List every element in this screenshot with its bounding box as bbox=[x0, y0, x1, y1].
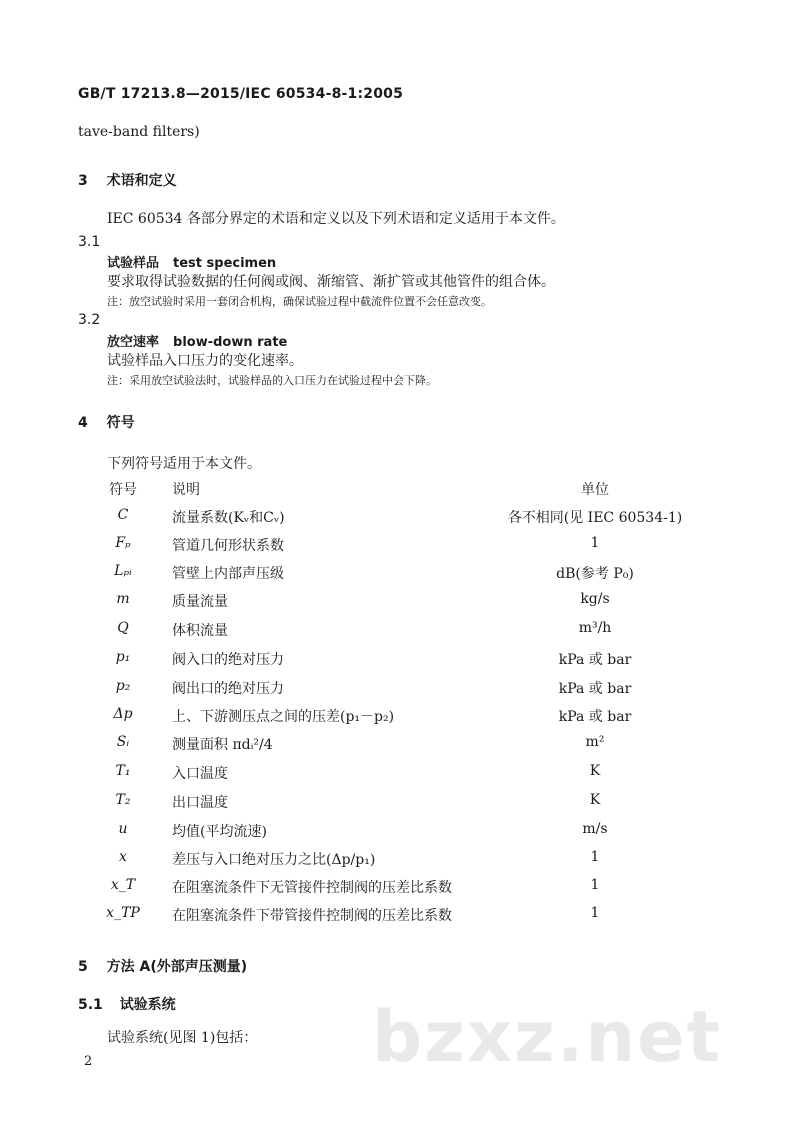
symbol-cell: p₁ bbox=[115, 649, 131, 665]
symbol-cell: T₂ bbox=[115, 792, 131, 808]
section-5-1-number: 5.1 bbox=[78, 997, 103, 1013]
table-row bbox=[0, 535, 800, 563]
symbol-table-header bbox=[0, 479, 800, 507]
unit-cell: kPa 或 bar bbox=[558, 709, 632, 725]
section-3-heading bbox=[78, 170, 177, 190]
description-cell: 管壁上内部声压级 bbox=[172, 566, 284, 582]
section-5-1-text: 试验系统(见图 1)包括： bbox=[107, 1030, 258, 1046]
unit-cell: kg/s bbox=[580, 591, 610, 607]
unit-cell: 各不相同(见 IEC 60534-1) bbox=[507, 510, 683, 526]
table-row bbox=[0, 821, 800, 849]
section-5-heading bbox=[78, 956, 247, 976]
description-cell: 测量面积 πdᵢ²/4 bbox=[172, 737, 273, 753]
table-row bbox=[0, 649, 800, 677]
term-3-2-en: blow-down rate bbox=[173, 335, 288, 350]
standard-header: GB/T 17213.8—2015/IEC 60534-8-1:2005 bbox=[78, 86, 404, 102]
table-row bbox=[0, 792, 800, 820]
description-cell: 出口温度 bbox=[172, 795, 228, 811]
page-number: 2 bbox=[84, 1054, 93, 1069]
section-4-title: 符号 bbox=[106, 415, 135, 431]
section-4-intro: 下列符号适用于本文件。 bbox=[107, 456, 261, 472]
continuation-text: tave-band filters) bbox=[78, 124, 200, 140]
symbol-cell: C bbox=[117, 507, 129, 523]
description-cell: 质量流量 bbox=[172, 594, 228, 610]
symbol-cell: x_TP bbox=[106, 905, 140, 921]
symbol-cell: x bbox=[119, 849, 127, 865]
symbol-cell: Q bbox=[117, 620, 129, 636]
header-unit: 单位 bbox=[581, 482, 609, 498]
section-5-1-title: 试验系统 bbox=[119, 997, 176, 1013]
symbol-cell: p₂ bbox=[115, 678, 131, 694]
unit-cell: m/s bbox=[582, 821, 608, 837]
description-cell: 在阻塞流条件下带管接件控制阀的压差比系数 bbox=[172, 908, 452, 924]
watermark: bzxz.net bbox=[372, 996, 723, 1078]
unit-cell: kPa 或 bar bbox=[558, 652, 632, 668]
description-cell: 管道几何形状系数 bbox=[172, 538, 284, 554]
description-cell: 均值(平均流速) bbox=[172, 824, 267, 840]
symbol-cell: T₁ bbox=[115, 763, 131, 779]
section-5-1-heading bbox=[78, 994, 176, 1014]
term-3-1-en: test specimen bbox=[173, 256, 277, 271]
table-row bbox=[0, 563, 800, 591]
term-3-2-number: 3.2 bbox=[78, 312, 101, 328]
unit-cell: dB(参考 P₀) bbox=[556, 566, 634, 582]
section-5-title: 方法 A(外部声压测量) bbox=[106, 959, 248, 975]
description-cell: 流量系数(Kᵥ和Cᵥ) bbox=[172, 510, 285, 526]
section-3-intro: IEC 60534 各部分界定的术语和定义以及下列术语和定义适用于本文件。 bbox=[107, 211, 565, 227]
unit-cell: 1 bbox=[590, 535, 600, 551]
table-row bbox=[0, 763, 800, 791]
table-row bbox=[0, 507, 800, 535]
term-3-2-title bbox=[107, 331, 287, 350]
section-3-number: 3 bbox=[78, 173, 88, 189]
unit-cell: K bbox=[589, 792, 601, 808]
term-3-1-number: 3.1 bbox=[78, 234, 101, 250]
unit-cell: m² bbox=[585, 734, 605, 750]
header-symbol: 符号 bbox=[109, 482, 137, 498]
term-3-1-definition: 要求取得试验数据的任何阀或阀、渐缩管、渐扩管或其他管件的组合体。 bbox=[107, 274, 555, 290]
unit-cell: 1 bbox=[590, 849, 600, 865]
term-3-2-definition: 试验样品入口压力的变化速率。 bbox=[107, 353, 303, 369]
table-row bbox=[0, 678, 800, 706]
unit-cell: 1 bbox=[590, 877, 600, 893]
symbol-cell: u bbox=[118, 821, 128, 837]
description-cell: 上、下游测压点之间的压差(p₁－p₂) bbox=[172, 709, 395, 725]
term-3-1-title bbox=[107, 252, 276, 271]
description-cell: 在阻塞流条件下无管接件控制阀的压差比系数 bbox=[172, 880, 452, 896]
description-cell: 体积流量 bbox=[172, 623, 228, 639]
table-row bbox=[0, 905, 800, 933]
term-3-2-cn: 放空速率 bbox=[107, 335, 160, 350]
term-3-1-cn: 试验样品 bbox=[107, 256, 160, 271]
table-row bbox=[0, 591, 800, 619]
symbol-cell: x_T bbox=[110, 877, 136, 893]
table-row bbox=[0, 877, 800, 905]
symbol-cell: Δp bbox=[113, 706, 133, 722]
table-row bbox=[0, 734, 800, 762]
header-description: 说明 bbox=[172, 482, 200, 498]
description-cell: 入口温度 bbox=[172, 766, 228, 782]
table-row bbox=[0, 849, 800, 877]
unit-cell: m³/h bbox=[578, 620, 612, 636]
section-3-title: 术语和定义 bbox=[106, 173, 177, 189]
symbol-cell: Fₚ bbox=[115, 535, 131, 551]
symbol-cell: m bbox=[116, 591, 130, 607]
table-row bbox=[0, 706, 800, 734]
section-4-number: 4 bbox=[78, 415, 88, 431]
table-row bbox=[0, 620, 800, 648]
description-cell: 阀入口的绝对压力 bbox=[172, 652, 284, 668]
term-3-2-note: 注：采用放空试验法时，试验样品的入口压力在试验过程中会下降。 bbox=[107, 374, 437, 387]
section-4-heading bbox=[78, 412, 135, 432]
symbol-cell: Sᵢ bbox=[116, 734, 130, 750]
term-3-1-note: 注：放空试验时采用一套闭合机构，确保试验过程中截流件位置不会任意改变。 bbox=[107, 295, 492, 308]
unit-cell: kPa 或 bar bbox=[558, 681, 632, 697]
unit-cell: 1 bbox=[590, 905, 600, 921]
unit-cell: K bbox=[589, 763, 601, 779]
symbol-cell: Lₚᵢ bbox=[114, 563, 132, 579]
description-cell: 阀出口的绝对压力 bbox=[172, 681, 284, 697]
description-cell: 差压与入口绝对压力之比(Δp/p₁) bbox=[172, 852, 376, 868]
section-5-number: 5 bbox=[78, 959, 88, 975]
